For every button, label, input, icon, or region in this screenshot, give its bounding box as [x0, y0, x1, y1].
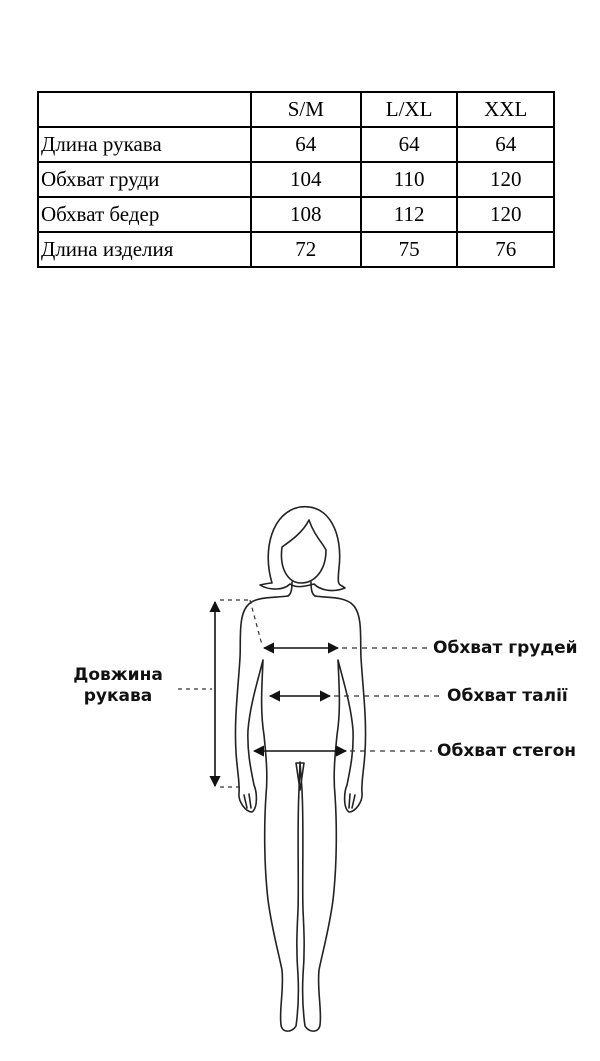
table-row	[38, 127, 554, 162]
hair-outline	[260, 507, 345, 591]
table-cell: 112	[361, 197, 458, 232]
table-cell: 75	[361, 232, 458, 267]
left-hand-lines	[244, 794, 251, 808]
row-label: Длина рукава	[38, 127, 251, 162]
table-cell: 72	[251, 232, 361, 267]
table-cell: 64	[457, 127, 554, 162]
table-cell: 64	[361, 127, 458, 162]
row-label: Обхват груди	[38, 162, 251, 197]
chest-label: Обхват грудей	[433, 638, 578, 658]
table-cell: 108	[251, 197, 361, 232]
header-cell-s-m: S/M	[251, 92, 361, 127]
row-label: Обхват бедер	[38, 197, 251, 232]
body-measurement-figure	[0, 490, 600, 1050]
waist-label: Обхват талії	[447, 686, 568, 706]
table-row	[38, 162, 554, 197]
row-label: Длина изделия	[38, 232, 251, 267]
table-cell: 64	[251, 127, 361, 162]
table-cell: 120	[457, 197, 554, 232]
size-chart-table	[37, 91, 555, 268]
table-cell: 120	[457, 162, 554, 197]
table-cell: 76	[457, 232, 554, 267]
header-cell-l-xl: L/XL	[361, 92, 458, 127]
sleeve-length-label: Довжина рукава	[73, 665, 163, 706]
header-cell-empty	[38, 92, 251, 127]
neck-outline	[288, 582, 315, 596]
body-outline	[235, 596, 365, 1031]
right-hand-lines	[349, 794, 355, 808]
header-cell-xxl: XXL	[457, 92, 554, 127]
woman-silhouette-illustration	[0, 490, 600, 1050]
face-outline	[281, 520, 326, 583]
hips-label: Обхват стегон	[437, 741, 577, 761]
table-row	[38, 232, 554, 267]
sleeve-guide-diagonal	[250, 600, 262, 645]
table-cell: 110	[361, 162, 458, 197]
table-header-row	[38, 92, 554, 127]
table-cell: 104	[251, 162, 361, 197]
table-row	[38, 197, 554, 232]
